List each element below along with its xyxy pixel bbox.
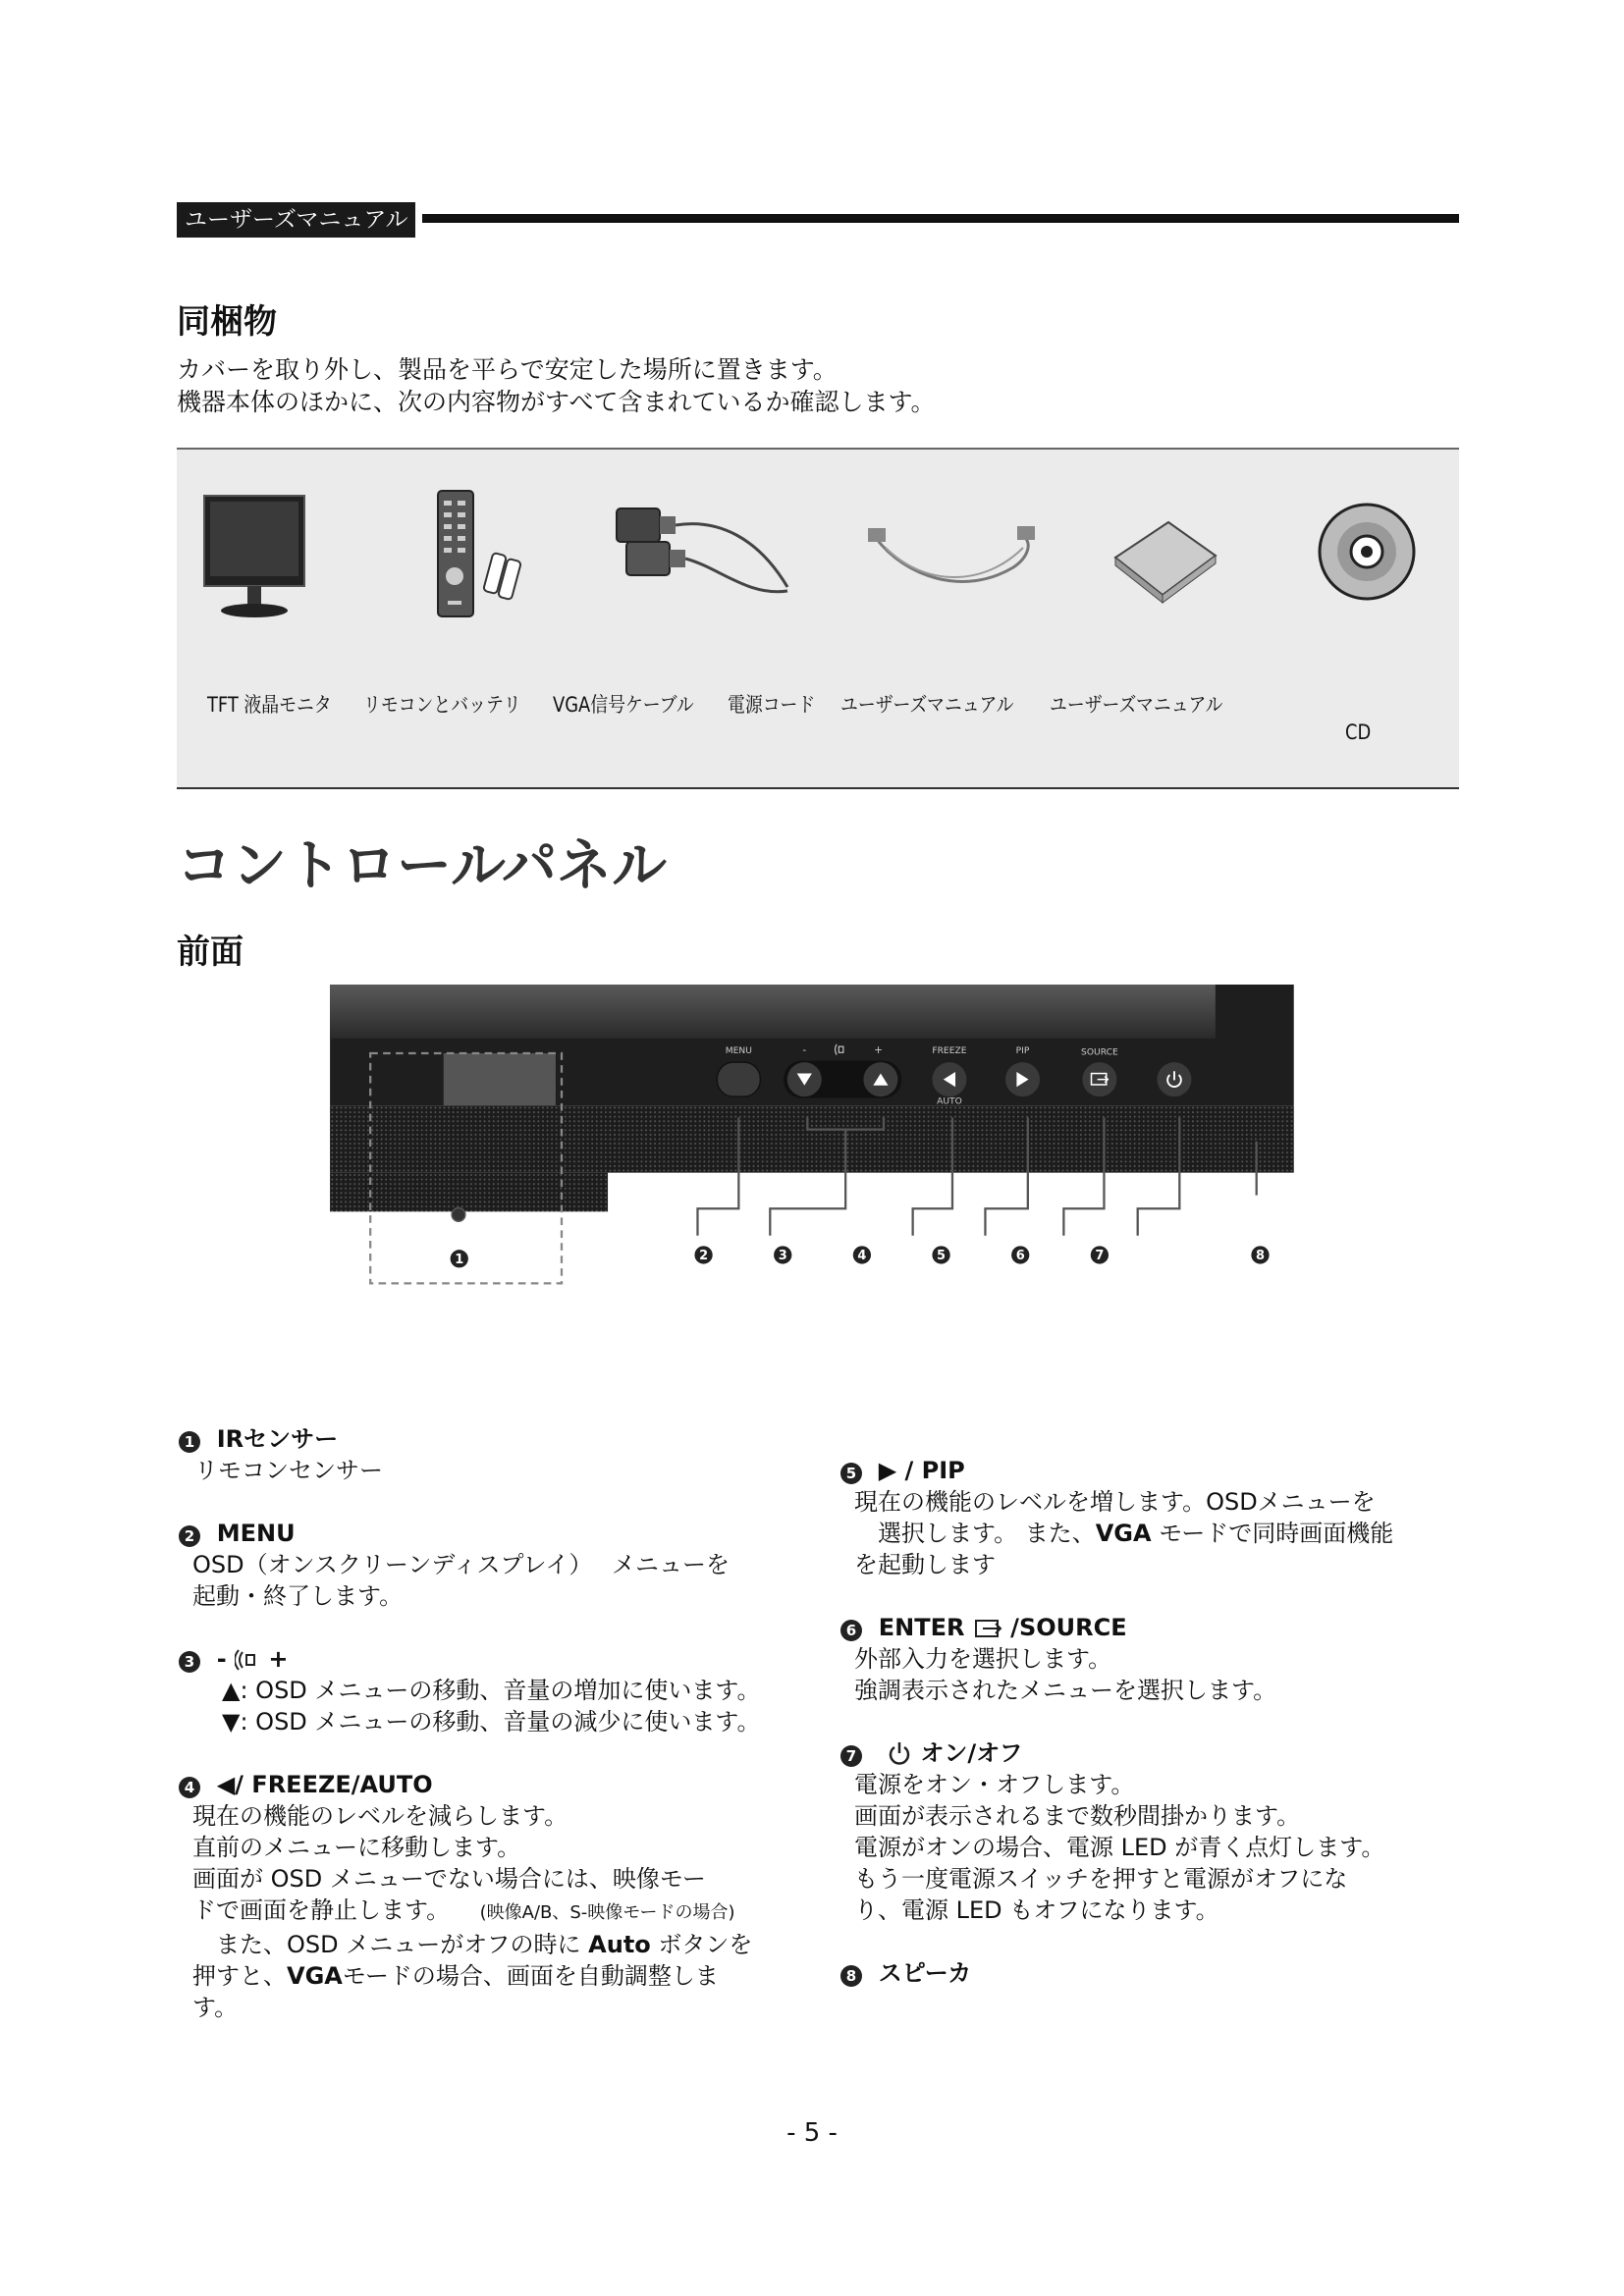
desc-4-line-7: す。	[192, 1994, 239, 2021]
desc-3-line-1: ▲: OSD メニューの移動、音量の増加に使います。	[222, 1677, 761, 1704]
callout-8: 8	[1255, 1249, 1265, 1264]
desc-1-num: 1	[179, 1431, 200, 1453]
page-number: - 5 -	[786, 2118, 838, 2148]
enter-source-icon	[973, 1618, 1002, 1639]
cd-icon	[1316, 501, 1418, 603]
power-symbol-icon	[887, 1740, 912, 1766]
vga-cable-icon	[611, 499, 797, 607]
callout-7: 7	[1095, 1249, 1105, 1264]
desc-4-note: (映像A/B、S-映像モードの場合)	[479, 1902, 735, 1923]
desc-7-line-2: 画面が表示されるまで数秒間掛かります。	[854, 1802, 1301, 1830]
desc-2-line-1: OSD（オンスクリーンディスプレイ） メニューを	[192, 1551, 730, 1578]
desc-7-line-1: 電源をオン・オフします。	[854, 1771, 1135, 1798]
desc-1-title	[179, 1423, 807, 1455]
item-label-manual-cd: ユーザーズマニュアル	[1050, 693, 1223, 717]
desc-1-line-1: リモコンセンサー	[194, 1457, 383, 1484]
desc-6-line-2: 強調表示されたメニューを選択します。	[854, 1677, 1277, 1704]
desc-4-line-5: また、OSD メニューがオフの時に Auto ボタンを	[192, 1931, 753, 1958]
callout-6: 6	[1015, 1249, 1025, 1264]
desc-5-title-text: ▶ / PIP	[878, 1457, 965, 1484]
desc-6-enter: ENTER	[878, 1614, 965, 1641]
desc-5-title	[840, 1455, 1469, 1486]
desc-7-line-5: り、電源 LED もオフになります。	[854, 1896, 1219, 1924]
panel-label-pip: PIP	[1015, 1046, 1030, 1057]
desc-8-title	[840, 1957, 1469, 1989]
desc-2-num: 2	[179, 1525, 200, 1547]
panel-label-freeze: FREEZE	[932, 1046, 967, 1057]
callout-4: 4	[857, 1249, 867, 1264]
monitor-icon	[201, 493, 309, 620]
package-intro-2: 機器本体のほかに、次の内容物がすべて含まれているか確認します。	[177, 388, 936, 416]
desc-2-title	[179, 1518, 807, 1549]
desc-4-title	[179, 1769, 807, 1800]
desc-7-line-4: もう一度電源スイッチを押すと電源がオフにな	[854, 1865, 1348, 1893]
desc-4-line-2: 直前のメニューに移動します。	[192, 1834, 521, 1861]
speaker-icon	[235, 1649, 260, 1671]
desc-3-line-2: ▼: OSD メニューの移動、音量の減少に使います。	[222, 1708, 761, 1735]
item-label-vga: VGA信号ケーブル	[553, 693, 694, 717]
manual-icon	[1111, 518, 1219, 607]
item-label-remote: リモコンとバッテリ	[363, 693, 521, 717]
desc-4-line-3: 画面が OSD メニューでない場合には、映像モー	[192, 1865, 706, 1893]
panel-label-source: SOURCE	[1081, 1047, 1118, 1058]
front-subtitle: 前面	[177, 933, 244, 972]
panel-label-auto: AUTO	[937, 1096, 962, 1107]
desc-4-line-6: 押すと、VGAモードの場合、画面を自動調整しま	[192, 1962, 719, 1990]
desc-4-title-text: ◀/ FREEZE/AUTO	[216, 1771, 433, 1798]
desc-6-title	[840, 1612, 1469, 1643]
desc-2-line-2: 起動・終了します。	[192, 1582, 404, 1610]
callout-3: 3	[778, 1249, 787, 1264]
panel-label-plus: +	[874, 1043, 884, 1057]
item-label-power-cord: 電源コード	[728, 693, 816, 717]
desc-4-line-1: 現在の機能のレベルを減らします。	[192, 1802, 568, 1830]
desc-6-source: /SOURCE	[1010, 1614, 1127, 1641]
item-label-monitor: TFT 液晶モニタ	[207, 693, 332, 717]
control-panel-title: コントロールパネル	[177, 834, 667, 898]
remote-icon	[434, 489, 532, 624]
desc-1-title-text: IRセンサー	[216, 1425, 339, 1453]
section-header-label: ユーザーズマニュアル	[177, 202, 415, 238]
callout-1: 1	[455, 1252, 464, 1267]
desc-8-num: 8	[840, 1965, 862, 1987]
panel-label-minus: -	[802, 1043, 807, 1057]
item-label-manual: ユーザーズマニュアル	[840, 693, 1014, 717]
desc-4-line-4: ドで画面を静止します。 (映像A/B、S-映像モードの場合)	[192, 1896, 735, 1924]
desc-6-line-1: 外部入力を選択します。	[854, 1645, 1112, 1673]
callout-5: 5	[937, 1249, 947, 1264]
item-label-cd: CD	[1345, 721, 1372, 744]
desc-5-line-3: を起動します	[854, 1551, 996, 1578]
desc-2-title-text: MENU	[216, 1520, 296, 1547]
menu-button[interactable]	[717, 1062, 760, 1096]
desc-5-line-2: 選択します。 また、VGA モードで同時画面機能	[854, 1520, 1394, 1547]
panel-label-menu: MENU	[725, 1046, 752, 1057]
power-cord-icon	[866, 508, 1043, 597]
package-intro-1: カバーを取り外し、製品を平らで安定した場所に置きます。	[177, 355, 838, 384]
desc-5-line-1: 現在の機能のレベルを増します。OSDメニューを	[854, 1488, 1376, 1516]
desc-4-num: 4	[179, 1777, 200, 1798]
desc-right-column	[840, 1455, 1469, 1989]
desc-left-column	[179, 1423, 807, 2023]
callout-2: 2	[699, 1249, 709, 1264]
desc-7-title	[840, 1737, 1469, 1769]
desc-7-line-3: 電源がオンの場合、電源 LED が青く点灯します。	[854, 1834, 1385, 1861]
package-contents-box	[177, 448, 1459, 789]
desc-7-num: 7	[840, 1745, 862, 1767]
desc-3-minus: -	[216, 1645, 227, 1673]
desc-3-title	[179, 1643, 807, 1675]
desc-3-num: 3	[179, 1651, 200, 1673]
header-rule	[422, 214, 1459, 223]
desc-5-num: 5	[840, 1463, 862, 1484]
front-panel-diagram	[177, 985, 1459, 1291]
desc-7-title-text: オン/オフ	[920, 1739, 1023, 1767]
desc-3-plus: +	[268, 1645, 289, 1673]
desc-8-title-text: スピーカ	[878, 1959, 972, 1987]
package-title: 同梱物	[177, 302, 277, 342]
desc-6-num: 6	[840, 1620, 862, 1641]
